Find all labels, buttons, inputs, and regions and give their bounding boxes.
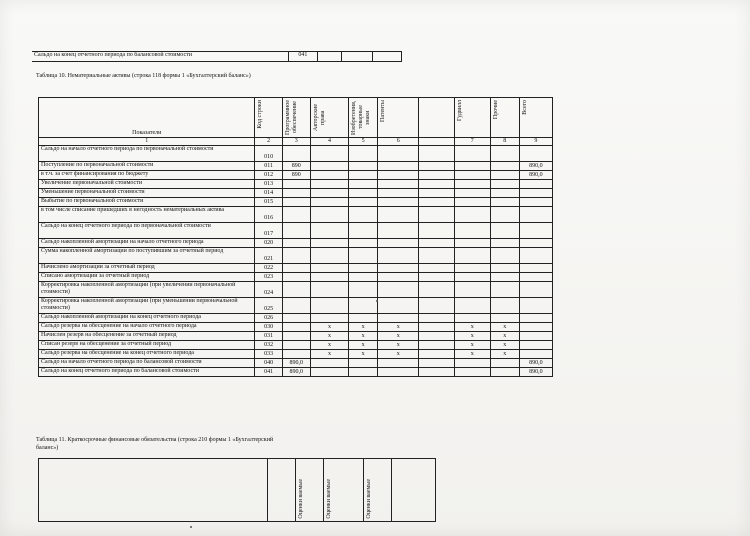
row-label: Сальдо накопленной амортизации на конец отчетного периода bbox=[39, 314, 255, 323]
row-blank bbox=[419, 282, 454, 298]
row-copyright: x bbox=[310, 341, 349, 350]
row-blank bbox=[419, 207, 454, 223]
table10-row bbox=[39, 189, 553, 198]
colnum: 5 bbox=[349, 138, 378, 146]
table10-colnum-row bbox=[39, 138, 553, 146]
row-patents: x bbox=[378, 332, 419, 341]
table10-row bbox=[39, 368, 553, 377]
row-goodwill bbox=[454, 146, 490, 162]
row-total-value bbox=[519, 146, 552, 162]
row-software-value bbox=[282, 282, 310, 298]
table11-header-blank-2 bbox=[392, 459, 436, 522]
row-blank bbox=[419, 198, 454, 207]
table10-row bbox=[39, 298, 553, 314]
row-total-value bbox=[519, 207, 552, 223]
row-total-value bbox=[519, 189, 552, 198]
row-code: 017 bbox=[255, 223, 282, 239]
row-code: 025 bbox=[255, 298, 282, 314]
row-other bbox=[490, 207, 519, 223]
table10-row bbox=[39, 207, 553, 223]
row-other bbox=[490, 359, 519, 368]
row-other bbox=[490, 264, 519, 273]
row-patents bbox=[378, 189, 419, 198]
colnum: 9 bbox=[519, 138, 552, 146]
row-goodwill bbox=[454, 264, 490, 273]
row-label: Поступление по первоначальной стоимости bbox=[39, 162, 255, 171]
row-inventions: x bbox=[349, 323, 378, 332]
row-label: Сумма накопленной амортизации по поступившим за отчетный период bbox=[39, 248, 255, 264]
row-code: 023 bbox=[255, 273, 282, 282]
colnum: 2 bbox=[255, 138, 282, 146]
colnum: 4 bbox=[310, 138, 349, 146]
row-other bbox=[490, 298, 519, 314]
row-blank bbox=[419, 146, 454, 162]
table10-row bbox=[39, 248, 553, 264]
table10-row bbox=[39, 359, 553, 368]
row-goodwill: x bbox=[454, 341, 490, 350]
row-copyright bbox=[310, 264, 349, 273]
row-total-value: 890,0 bbox=[519, 171, 552, 180]
row-goodwill bbox=[454, 162, 490, 171]
row-label: в т.ч. за счет финансирования по бюджету bbox=[39, 171, 255, 180]
row-code: 032 bbox=[255, 341, 282, 350]
top-row-cell bbox=[342, 52, 373, 62]
row-goodwill bbox=[454, 314, 490, 323]
row-other: x bbox=[490, 323, 519, 332]
row-label: Сальдо на конец отчетного периода по первоначальной стоимости bbox=[39, 223, 255, 239]
row-inventions bbox=[349, 298, 378, 314]
row-inventions bbox=[349, 207, 378, 223]
row-total-value bbox=[519, 264, 552, 273]
row-blank bbox=[419, 180, 454, 189]
row-patents bbox=[378, 273, 419, 282]
row-software-value bbox=[282, 239, 310, 248]
row-total-value bbox=[519, 323, 552, 332]
row-other bbox=[490, 180, 519, 189]
row-patents: x bbox=[378, 350, 419, 359]
row-goodwill bbox=[454, 368, 490, 377]
table10-row bbox=[39, 171, 553, 180]
table10-row bbox=[39, 273, 553, 282]
row-patents bbox=[378, 180, 419, 189]
row-patents bbox=[378, 282, 419, 298]
row-patents: x bbox=[378, 323, 419, 332]
row-copyright bbox=[310, 359, 349, 368]
row-total-value: 890,0 bbox=[519, 162, 552, 171]
row-label: Сальдо на конец отчетного периода по балансовой стоимости bbox=[39, 368, 255, 377]
row-copyright bbox=[310, 282, 349, 298]
colnum: 1 bbox=[39, 138, 255, 146]
row-goodwill bbox=[454, 198, 490, 207]
row-total-value bbox=[519, 332, 552, 341]
table11-header-estimated-2: Оценки ваемые bbox=[324, 459, 364, 522]
row-software-value bbox=[282, 180, 310, 189]
table11-header-indicators bbox=[39, 459, 268, 522]
row-other: x bbox=[490, 332, 519, 341]
row-total-value bbox=[519, 273, 552, 282]
row-other bbox=[490, 146, 519, 162]
row-software-value bbox=[282, 189, 310, 198]
header-indicators: Показатели bbox=[39, 98, 255, 138]
row-label: Корректировка накопленной амортизации (при увеличении первоначальной стоимости) bbox=[39, 282, 255, 298]
table10-row bbox=[39, 162, 553, 171]
row-other bbox=[490, 223, 519, 239]
row-total-value bbox=[519, 282, 552, 298]
header-total: Всего bbox=[519, 98, 552, 138]
table10-row bbox=[39, 341, 553, 350]
row-code: 016 bbox=[255, 207, 282, 223]
row-total-value bbox=[519, 248, 552, 264]
row-copyright bbox=[310, 180, 349, 189]
row-code: 031 bbox=[255, 332, 282, 341]
row-code: 011 bbox=[255, 162, 282, 171]
row-code: 013 bbox=[255, 180, 282, 189]
row-code: 020 bbox=[255, 239, 282, 248]
colnum: 6 bbox=[378, 138, 419, 146]
row-label: Начислен резерв на обесценение за отчетный период bbox=[39, 332, 255, 341]
top-row-code: 041 bbox=[288, 52, 317, 62]
row-other bbox=[490, 248, 519, 264]
table10-row bbox=[39, 198, 553, 207]
row-label: Выбытие по первоначальной стоимости bbox=[39, 198, 255, 207]
row-inventions: x bbox=[349, 350, 378, 359]
row-copyright bbox=[310, 368, 349, 377]
row-blank bbox=[419, 248, 454, 264]
row-patents bbox=[378, 298, 419, 314]
table10-row bbox=[39, 350, 553, 359]
header-inventions: Изобретения, товарные знаки bbox=[349, 98, 378, 138]
row-patents bbox=[378, 264, 419, 273]
table10-row bbox=[39, 314, 553, 323]
row-blank bbox=[419, 162, 454, 171]
row-goodwill bbox=[454, 273, 490, 282]
row-software-value bbox=[282, 223, 310, 239]
row-code: 012 bbox=[255, 171, 282, 180]
scan-speck bbox=[190, 526, 192, 528]
row-total-value: 890,0 bbox=[519, 359, 552, 368]
row-code: 041 bbox=[255, 368, 282, 377]
row-other: x bbox=[490, 350, 519, 359]
row-inventions bbox=[349, 146, 378, 162]
header-blank bbox=[419, 98, 454, 138]
table10-row bbox=[39, 223, 553, 239]
table10-row bbox=[39, 323, 553, 332]
top-row-cell bbox=[373, 52, 402, 62]
header-software: Программное обеспечение bbox=[282, 98, 310, 138]
row-software-value: 890 bbox=[282, 162, 310, 171]
row-goodwill bbox=[454, 282, 490, 298]
row-copyright bbox=[310, 298, 349, 314]
row-other bbox=[490, 282, 519, 298]
row-inventions bbox=[349, 248, 378, 264]
row-blank bbox=[419, 323, 454, 332]
header-goodwill: Гудвилл bbox=[454, 98, 490, 138]
row-code: 026 bbox=[255, 314, 282, 323]
row-blank bbox=[419, 314, 454, 323]
row-label: в том числе списание пришедших в негодность нематериальных актива bbox=[39, 207, 255, 223]
table11-caption: Таблица 11. Краткосрочные финансовые обязательства (строка 210 формы 1 «Бухгалтерский баланс») bbox=[36, 437, 274, 451]
row-inventions bbox=[349, 264, 378, 273]
row-label: Сальдо резерва на обесценение на начало отчетного периода bbox=[39, 323, 255, 332]
row-code: 030 bbox=[255, 323, 282, 332]
table10 bbox=[38, 97, 553, 377]
row-total-value bbox=[519, 223, 552, 239]
row-inventions bbox=[349, 273, 378, 282]
row-copyright: x bbox=[310, 323, 349, 332]
row-patents: x bbox=[378, 341, 419, 350]
row-inventions bbox=[349, 223, 378, 239]
row-other: x bbox=[490, 341, 519, 350]
row-copyright bbox=[310, 239, 349, 248]
row-inventions bbox=[349, 171, 378, 180]
row-patents bbox=[378, 198, 419, 207]
row-software-value bbox=[282, 314, 310, 323]
row-goodwill bbox=[454, 298, 490, 314]
colnum: 8 bbox=[490, 138, 519, 146]
table10-row bbox=[39, 332, 553, 341]
row-blank bbox=[419, 171, 454, 180]
row-patents bbox=[378, 314, 419, 323]
row-other bbox=[490, 171, 519, 180]
row-label: Уменьшение первоначальной стоимости bbox=[39, 189, 255, 198]
row-blank bbox=[419, 273, 454, 282]
top-row-table bbox=[32, 51, 402, 62]
row-software-value bbox=[282, 298, 310, 314]
row-patents bbox=[378, 368, 419, 377]
table10-header-row bbox=[39, 98, 553, 138]
row-inventions bbox=[349, 189, 378, 198]
row-copyright bbox=[310, 207, 349, 223]
row-inventions: x bbox=[349, 341, 378, 350]
row-goodwill bbox=[454, 248, 490, 264]
row-software-value bbox=[282, 207, 310, 223]
row-inventions bbox=[349, 239, 378, 248]
row-total-value bbox=[519, 350, 552, 359]
row-software-value: 890,0 bbox=[282, 359, 310, 368]
table10-caption: Таблица 10. Нематериальные активы (строка 118 формы 1 «Бухгалтерский баланс») bbox=[36, 73, 251, 79]
row-inventions bbox=[349, 314, 378, 323]
row-software-value bbox=[282, 264, 310, 273]
row-blank bbox=[419, 350, 454, 359]
row-code: 024 bbox=[255, 282, 282, 298]
row-code: 033 bbox=[255, 350, 282, 359]
row-software-value bbox=[282, 273, 310, 282]
scan-speck bbox=[376, 300, 378, 302]
row-goodwill: x bbox=[454, 332, 490, 341]
row-label: Списан резерв на обесценение за отчетный период bbox=[39, 341, 255, 350]
row-copyright bbox=[310, 198, 349, 207]
row-copyright bbox=[310, 314, 349, 323]
row-software-value: 890 bbox=[282, 171, 310, 180]
row-total-value bbox=[519, 239, 552, 248]
row-blank bbox=[419, 298, 454, 314]
row-inventions bbox=[349, 180, 378, 189]
row-patents bbox=[378, 239, 419, 248]
row-patents bbox=[378, 359, 419, 368]
top-row-cell bbox=[317, 52, 342, 62]
row-inventions bbox=[349, 162, 378, 171]
row-code: 021 bbox=[255, 248, 282, 264]
row-label: Сальдо резерва на обесценение на конец отчетного периода bbox=[39, 350, 255, 359]
row-patents bbox=[378, 162, 419, 171]
row-patents bbox=[378, 248, 419, 264]
row-blank bbox=[419, 189, 454, 198]
row-total-value bbox=[519, 180, 552, 189]
table11-header-blank bbox=[267, 459, 295, 522]
row-goodwill bbox=[454, 180, 490, 189]
row-copyright bbox=[310, 171, 349, 180]
row-blank bbox=[419, 332, 454, 341]
row-copyright: x bbox=[310, 350, 349, 359]
table11-header-estimated-3: Оценки ваемые bbox=[364, 459, 392, 522]
row-blank bbox=[419, 359, 454, 368]
row-copyright bbox=[310, 248, 349, 264]
row-code: 010 bbox=[255, 146, 282, 162]
row-copyright bbox=[310, 162, 349, 171]
row-total-value bbox=[519, 314, 552, 323]
row-blank bbox=[419, 368, 454, 377]
table10-body bbox=[39, 146, 553, 377]
row-total-value bbox=[519, 198, 552, 207]
row-software-value bbox=[282, 350, 310, 359]
row-patents bbox=[378, 146, 419, 162]
row-software-value bbox=[282, 146, 310, 162]
row-code: 040 bbox=[255, 359, 282, 368]
row-blank bbox=[419, 341, 454, 350]
row-goodwill bbox=[454, 189, 490, 198]
row-code: 022 bbox=[255, 264, 282, 273]
row-blank bbox=[419, 223, 454, 239]
row-blank bbox=[419, 264, 454, 273]
row-label: Корректировка накопленной амортизации (при уменьшении первоначальной стоимости) bbox=[39, 298, 255, 314]
table11 bbox=[38, 458, 436, 522]
row-goodwill bbox=[454, 171, 490, 180]
row-label: Сальдо накопленной амортизации на начало отчетного периода bbox=[39, 239, 255, 248]
header-other: Прочие bbox=[490, 98, 519, 138]
row-inventions bbox=[349, 282, 378, 298]
row-goodwill: x bbox=[454, 323, 490, 332]
top-row-label: Сальдо на конец отчетного периода по балансовой стоимости bbox=[32, 52, 288, 62]
row-patents bbox=[378, 171, 419, 180]
row-software-value bbox=[282, 332, 310, 341]
header-patents: Патенты bbox=[378, 98, 419, 138]
row-inventions: x bbox=[349, 332, 378, 341]
row-copyright: x bbox=[310, 332, 349, 341]
row-label: Сальдо на начало отчетного периода по первоначальной стоимости bbox=[39, 146, 255, 162]
table10-row bbox=[39, 282, 553, 298]
row-goodwill bbox=[454, 239, 490, 248]
row-inventions bbox=[349, 198, 378, 207]
table10-row bbox=[39, 146, 553, 162]
row-software-value: 890,0 bbox=[282, 368, 310, 377]
row-label: Начислено амортизации за отчетный период bbox=[39, 264, 255, 273]
table11-header-estimated-1: Оценки ваемые bbox=[295, 459, 323, 522]
header-copyright: Авторские права bbox=[310, 98, 349, 138]
row-total-value bbox=[519, 341, 552, 350]
row-inventions bbox=[349, 368, 378, 377]
row-code: 015 bbox=[255, 198, 282, 207]
row-software-value bbox=[282, 341, 310, 350]
row-other bbox=[490, 273, 519, 282]
colnum: 3 bbox=[282, 138, 310, 146]
table11-header-row bbox=[39, 459, 436, 522]
row-goodwill bbox=[454, 359, 490, 368]
row-goodwill bbox=[454, 223, 490, 239]
row-code: 014 bbox=[255, 189, 282, 198]
table10-row bbox=[39, 264, 553, 273]
row-copyright bbox=[310, 189, 349, 198]
row-other bbox=[490, 239, 519, 248]
header-code: Код строки bbox=[255, 98, 282, 138]
row-label: Увеличение первоначальной стоимости bbox=[39, 180, 255, 189]
row-software-value bbox=[282, 323, 310, 332]
row-label: Сальдо на начало отчетного периода по балансовой стоимости bbox=[39, 359, 255, 368]
table10-row bbox=[39, 180, 553, 189]
row-software-value bbox=[282, 248, 310, 264]
row-total-value bbox=[519, 298, 552, 314]
row-inventions bbox=[349, 359, 378, 368]
row-other bbox=[490, 162, 519, 171]
row-copyright bbox=[310, 146, 349, 162]
row-other bbox=[490, 189, 519, 198]
row-blank bbox=[419, 239, 454, 248]
row-goodwill: x bbox=[454, 350, 490, 359]
row-other bbox=[490, 368, 519, 377]
row-other bbox=[490, 198, 519, 207]
row-patents bbox=[378, 223, 419, 239]
row-patents bbox=[378, 207, 419, 223]
row-copyright bbox=[310, 273, 349, 282]
row-label: Списано амортизации за отчетный период bbox=[39, 273, 255, 282]
colnum bbox=[419, 138, 454, 146]
table10-row bbox=[39, 239, 553, 248]
colnum: 7 bbox=[454, 138, 490, 146]
row-other bbox=[490, 314, 519, 323]
row-software-value bbox=[282, 198, 310, 207]
row-goodwill bbox=[454, 207, 490, 223]
row-copyright bbox=[310, 223, 349, 239]
row-total-value: 890,0 bbox=[519, 368, 552, 377]
